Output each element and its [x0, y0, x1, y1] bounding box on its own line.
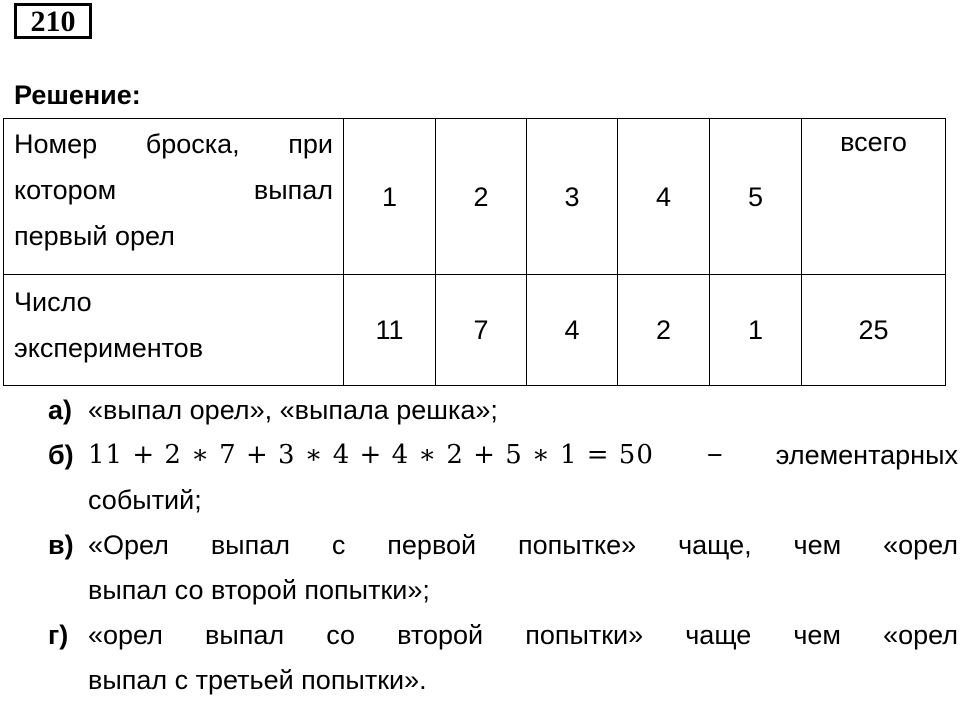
answer-a — [14, 388, 958, 433]
total-header: всего — [802, 119, 946, 275]
answer-text: элементарных — [775, 440, 958, 470]
answer-b — [14, 433, 958, 523]
table-cell: 2 — [436, 119, 527, 275]
answer-text: выпал со второй попытки»; — [88, 575, 430, 605]
problem-number: 210 — [14, 3, 92, 39]
row-label — [4, 119, 344, 275]
answer-text: «орел выпал со второй попытки» чаще чем «орел — [88, 620, 958, 650]
table-row — [4, 275, 946, 386]
answer-text: «выпал орел», «выпала решка»; — [88, 395, 498, 425]
label-line: первый орел — [14, 221, 175, 251]
formula: 11 + 2 ∗ 7 + 3 ∗ 4 + 4 ∗ 2 + 5 ∗ 1 = 50 — [88, 440, 654, 470]
table-cell: 4 — [618, 119, 710, 275]
label-line: Число — [14, 287, 92, 317]
item-marker: а) — [48, 395, 73, 425]
total-cell: 25 — [802, 275, 946, 386]
table-cell: 2 — [618, 275, 710, 386]
item-marker: б) — [48, 440, 74, 470]
table-cell: 1 — [710, 275, 802, 386]
table-cell: 11 — [344, 275, 436, 386]
table-cell: 3 — [527, 119, 618, 275]
answer-text: событий; — [88, 485, 202, 515]
label-line: экспериментов — [14, 333, 204, 363]
table-cell: 1 — [344, 119, 436, 275]
table-row — [4, 119, 946, 275]
table-cell: 5 — [710, 119, 802, 275]
label-line: Номер броска, при — [14, 129, 333, 159]
item-marker: в) — [48, 530, 74, 560]
solution-heading: Решение: — [14, 80, 141, 110]
row-label — [4, 275, 344, 386]
item-marker: г) — [48, 620, 69, 650]
answer-text: выпал с третьей попытки». — [88, 665, 427, 695]
answers-list — [14, 388, 958, 703]
label-line: котором выпал — [14, 175, 333, 205]
answer-g — [14, 613, 958, 703]
answer-text: «Орел выпал с первой попытке» чаще, чем «орел — [88, 530, 958, 560]
table-cell: 7 — [436, 275, 527, 386]
answer-v — [14, 523, 958, 613]
table-cell: 4 — [527, 275, 618, 386]
dash: − — [706, 440, 723, 470]
results-table — [3, 118, 946, 386]
